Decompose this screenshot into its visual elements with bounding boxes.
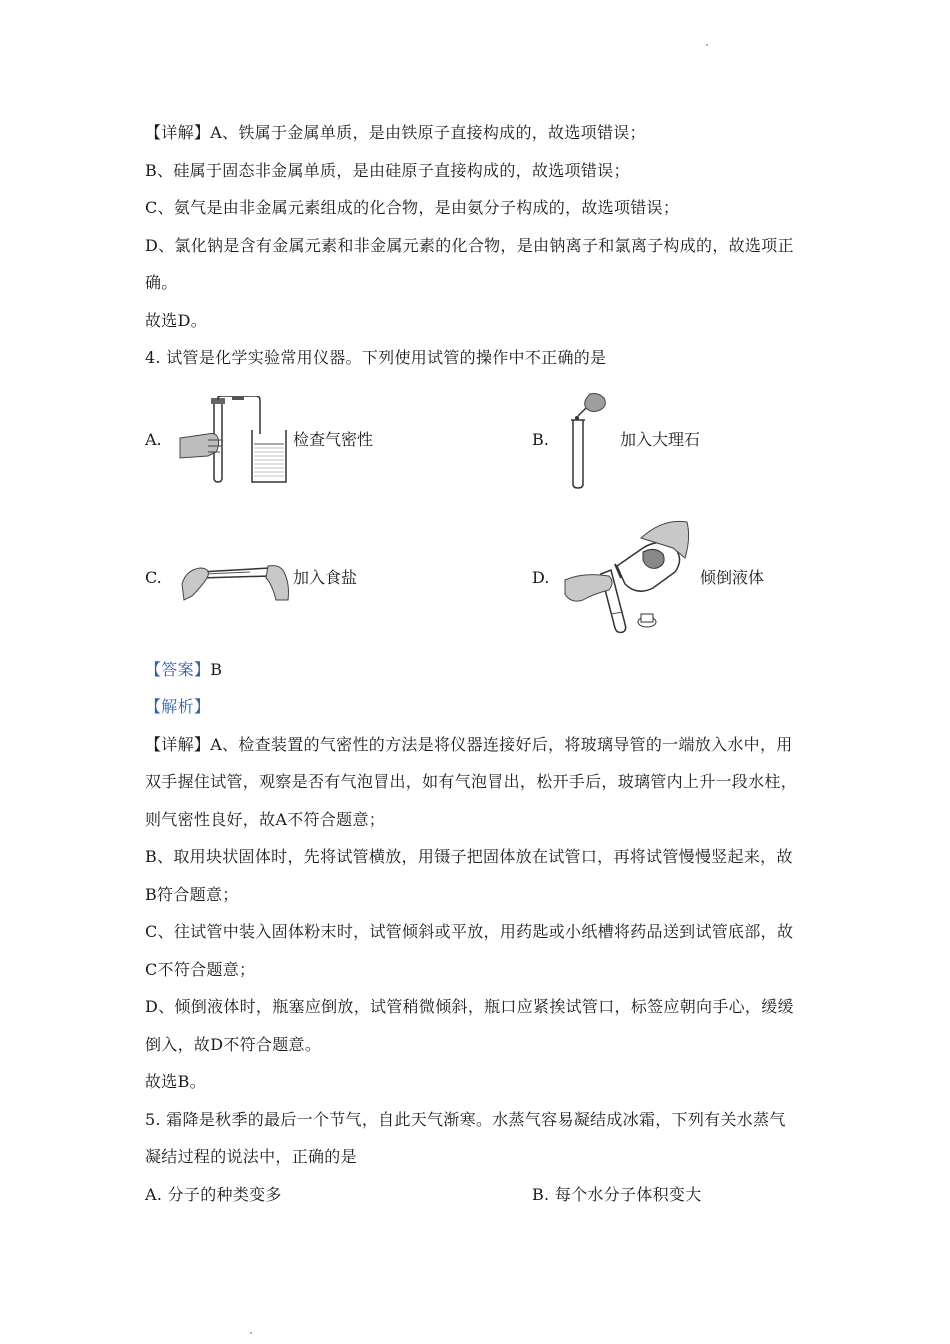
q4-analysis-tag: 【解析】 <box>145 697 211 716</box>
q3-option-b-explanation: B、硅属于固态非金属单质，是由硅原子直接构成的，故选项错误； <box>145 161 630 180</box>
q4-option-b-explanation-cont: B符合题意； <box>145 885 239 904</box>
q4-answer <box>145 658 222 682</box>
q4-stem: 4. 试管是化学实验常用仪器。下列使用试管的操作中不正确的是 <box>145 348 607 367</box>
q4-conclusion: 故选B。 <box>145 1072 206 1091</box>
pour-liquid-illustration <box>563 518 693 636</box>
add-marble-illustration <box>560 392 610 490</box>
add-salt-illustration <box>180 554 292 602</box>
q4-option-c-explanation-cont: C不符合题意； <box>145 960 256 979</box>
q3-option-d-explanation: D、氯化钠是含有金属元素和非金属元素的化合物，是由钠离子和氯离子构成的，故选项正 <box>145 236 794 255</box>
q3-conclusion: 故选D。 <box>145 311 208 330</box>
scan-dot-bottom <box>250 1332 252 1334</box>
answer-tag: 【答案】 <box>145 660 211 679</box>
q3-detail-line: 【详解】A、铁属于金属单质，是由铁原子直接构成的，故选项错误； <box>145 123 646 142</box>
airtightness-check-illustration <box>178 396 298 486</box>
q4-option-d-label: D. <box>532 568 550 587</box>
q5-stem-line-1: 5. 霜降是秋季的最后一个节气，自此天气渐寒。水蒸气容易凝结成冰霜，下列有关水蒸气 <box>145 1110 786 1129</box>
q4-detail-line-3: 则气密性良好，故A不符合题意； <box>145 810 386 829</box>
q3-option-d-explanation-cont: 确。 <box>145 273 178 292</box>
q4-option-b-label: B. <box>532 430 549 449</box>
q4-option-c-label: C. <box>145 568 162 587</box>
q4-detail-line-1: 【详解】A、检查装置的气密性的方法是将仪器连接好后，将玻璃导管的一端放入水中，用 <box>145 735 793 754</box>
q4-option-b-explanation: B、取用块状固体时，先将试管横放，用镊子把固体放在试管口，再将试管慢慢竖起来，故 <box>145 847 793 866</box>
q4-option-c-explanation: C、往试管中装入固体粉末时，试管倾斜或平放，用药匙或小纸槽将药品送到试管底部，故 <box>145 922 794 941</box>
scan-dot-top <box>706 44 708 46</box>
q3-option-c-explanation: C、氨气是由非金属元素组成的化合物，是由氨分子构成的，故选项错误； <box>145 198 680 217</box>
q4-option-c-caption: 加入食盐 <box>293 568 358 587</box>
q5-stem-line-2: 凝结过程的说法中，正确的是 <box>145 1147 357 1166</box>
answer-value: B <box>210 660 223 679</box>
q5-option-b: B. 每个水分子体积变大 <box>532 1185 702 1204</box>
q4-option-a-label: A. <box>145 430 162 449</box>
q4-detail-line-2: 双手握住试管，观察是否有气泡冒出，如有气泡冒出，松开手后，玻璃管内上升一段水柱， <box>145 772 798 791</box>
q5-option-a: A. 分子的种类变多 <box>145 1185 282 1204</box>
q4-option-a-caption: 检查气密性 <box>293 430 374 449</box>
q4-option-d-explanation-cont: 倒入，故D不符合题意。 <box>145 1035 322 1054</box>
q4-option-b-caption-text: 加入大理石 <box>620 430 701 449</box>
q4-option-d-explanation: D、倾倒液体时，瓶塞应倒放，试管稍微倾斜，瓶口应紧挨试管口，标签应朝向手心，缓缓 <box>145 997 794 1016</box>
q4-option-d-caption: 倾倒液体 <box>700 568 765 587</box>
